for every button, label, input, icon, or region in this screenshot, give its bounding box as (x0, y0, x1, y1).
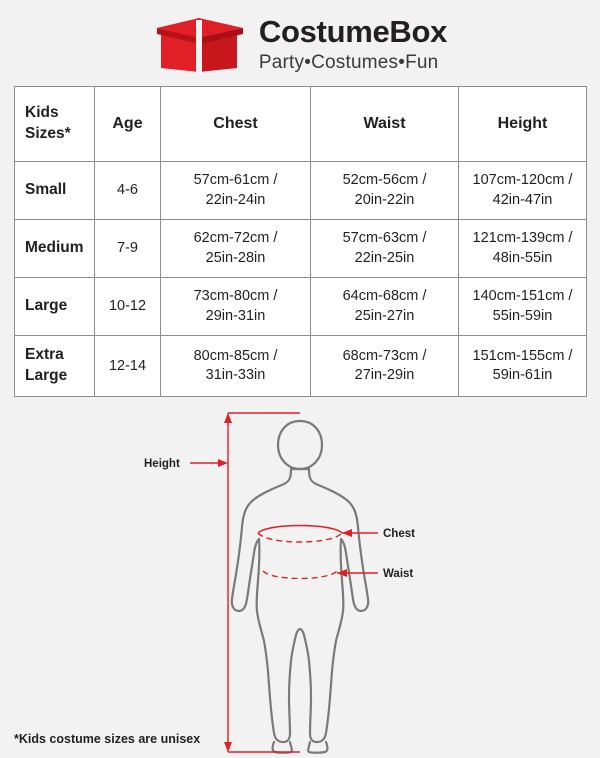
cell-chest-line1: 62cm-72cm / (193, 230, 278, 247)
cell-waist-line2: 27in-29in (354, 367, 415, 384)
cell-height (459, 278, 587, 336)
table-row (15, 336, 587, 397)
cell-waist-line1: 57cm-63cm / (342, 230, 427, 247)
brand-name: CostumeBox (258, 14, 448, 50)
cell-age: 7-9 (95, 220, 161, 278)
cell-chest-line2: 29in-31in (205, 307, 266, 324)
waist-label: Waist (383, 568, 414, 581)
height-guide (190, 413, 300, 752)
brand-wordmark (259, 16, 447, 74)
cell-chest-line2: 22in-24in (205, 191, 266, 208)
table-row (15, 162, 587, 220)
child-body-outline (232, 421, 368, 753)
measurement-diagram (0, 403, 600, 758)
cell-height-line2: 42in-47in (492, 191, 553, 208)
header-waist: Waist (311, 87, 459, 162)
cell-waist-line1: 68cm-73cm / (342, 347, 427, 364)
table-row (15, 220, 587, 278)
cell-height-line1: 107cm-120cm / (472, 172, 573, 188)
table-row (15, 278, 587, 336)
brand-header (0, 0, 600, 86)
cell-waist-line2: 22in-25in (354, 249, 415, 266)
cell-height (459, 220, 587, 278)
cell-waist (311, 220, 459, 278)
cell-chest (161, 278, 311, 336)
chest-label: Chest (383, 528, 415, 541)
cell-age: 10-12 (95, 278, 161, 336)
cell-chest-line1: 73cm-80cm / (193, 288, 278, 305)
cell-height-line1: 121cm-139cm / (472, 230, 573, 247)
height-guide-arrows (218, 413, 232, 752)
brand-tagline: Party•Costumes•Fun (258, 51, 439, 73)
chest-guide (258, 526, 342, 543)
cell-height-line2: 55in-59in (492, 307, 553, 324)
cell-height-line2: 48in-55in (492, 249, 553, 266)
cell-waist (311, 336, 459, 397)
waist-guide (263, 571, 337, 579)
cell-size: Medium (15, 220, 95, 278)
cell-chest-line1: 57cm-61cm / (193, 172, 278, 188)
cell-age: 12-14 (95, 336, 161, 397)
cell-chest (161, 336, 311, 397)
cell-size-line1: Extra (25, 346, 64, 364)
cell-chest-line2: 25in-28in (205, 249, 266, 266)
cell-waist (311, 278, 459, 336)
chest-leader-arrow (342, 529, 352, 537)
cell-waist (311, 162, 459, 220)
header-age: Age (95, 87, 161, 162)
cell-age: 4-6 (95, 162, 161, 220)
cell-waist-line2: 20in-22in (354, 191, 415, 208)
cell-waist-line1: 64cm-68cm / (342, 288, 427, 305)
cell-size (15, 336, 95, 397)
cell-height (459, 336, 587, 397)
height-label: Height (144, 458, 180, 471)
cell-chest-line2: 31in-33in (205, 367, 266, 384)
cell-size-line2: Large (25, 367, 68, 385)
costumebox-gift-box-icon (153, 14, 245, 76)
cell-height-line2: 59in-61in (492, 367, 553, 384)
header-height: Height (459, 87, 587, 162)
kids-size-table (14, 86, 587, 397)
footnote: *Kids costume sizes are unisex (14, 732, 201, 747)
cell-chest-line1: 80cm-85cm / (193, 347, 278, 364)
cell-size: Small (15, 162, 95, 220)
size-table-wrap (0, 86, 600, 397)
cell-size: Large (15, 278, 95, 336)
cell-chest (161, 220, 311, 278)
cell-waist-line2: 25in-27in (354, 307, 415, 324)
cell-waist-line1: 52cm-56cm / (342, 172, 427, 188)
cell-height (459, 162, 587, 220)
table-header-row (15, 87, 587, 162)
header-chest: Chest (161, 87, 311, 162)
cell-chest (161, 162, 311, 220)
cell-height-line1: 140cm-151cm / (472, 288, 573, 305)
cell-height-line1: 151cm-155cm / (472, 347, 573, 364)
header-kids-sizes: Kids Sizes* (15, 87, 95, 162)
